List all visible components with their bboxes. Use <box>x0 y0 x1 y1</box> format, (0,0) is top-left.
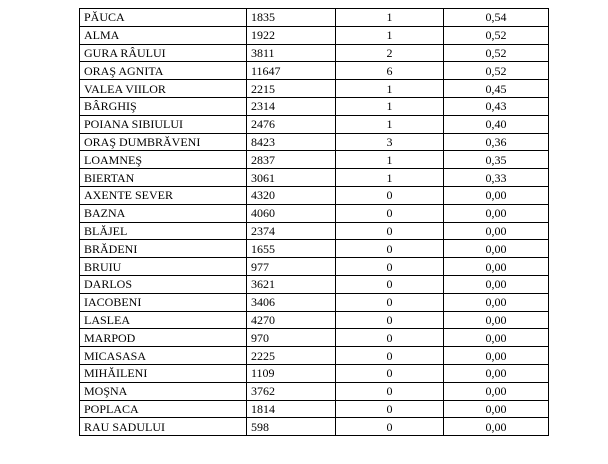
population-cell: 3061 <box>247 169 336 187</box>
case-count-cell: 1 <box>336 115 444 133</box>
rate-cell: 0,54 <box>444 9 549 27</box>
table-row <box>80 26 549 44</box>
table-row <box>80 44 549 62</box>
locality-name-cell: MARPOD <box>80 329 247 347</box>
rate-cell: 0,00 <box>444 258 549 276</box>
rate-cell: 0,00 <box>444 186 549 204</box>
table-row <box>80 311 549 329</box>
population-cell: 11647 <box>247 62 336 80</box>
case-count-cell: 0 <box>336 275 444 293</box>
rate-cell: 0,52 <box>444 26 549 44</box>
rate-cell: 0,00 <box>444 329 549 347</box>
rate-cell: 0,45 <box>444 80 549 98</box>
case-count-cell: 1 <box>336 169 444 187</box>
case-count-cell: 0 <box>336 364 444 382</box>
table-row <box>80 169 549 187</box>
case-count-cell: 0 <box>336 258 444 276</box>
locality-name-cell: GURA RÂULUI <box>80 44 247 62</box>
locality-name-cell: BAZNA <box>80 204 247 222</box>
case-count-cell: 0 <box>336 311 444 329</box>
table-row <box>80 275 549 293</box>
locality-name-cell: RAU SADULUI <box>80 418 247 436</box>
case-count-cell: 0 <box>336 418 444 436</box>
case-count-cell: 0 <box>336 222 444 240</box>
case-count-cell: 0 <box>336 204 444 222</box>
case-count-cell: 1 <box>336 151 444 169</box>
population-cell: 2314 <box>247 97 336 115</box>
locality-name-cell: LASLEA <box>80 311 247 329</box>
population-cell: 1814 <box>247 400 336 418</box>
table-body <box>80 9 549 436</box>
locality-name-cell: BRĂDENI <box>80 240 247 258</box>
locality-name-cell: BLĂJEL <box>80 222 247 240</box>
table-row <box>80 80 549 98</box>
rate-cell: 0,00 <box>444 204 549 222</box>
document-page <box>79 8 540 436</box>
population-cell: 1922 <box>247 26 336 44</box>
rate-cell: 0,33 <box>444 169 549 187</box>
case-count-cell: 0 <box>336 347 444 365</box>
population-cell: 970 <box>247 329 336 347</box>
population-cell: 977 <box>247 258 336 276</box>
rate-cell: 0,00 <box>444 311 549 329</box>
rate-cell: 0,00 <box>444 400 549 418</box>
case-count-cell: 0 <box>336 329 444 347</box>
data-table <box>79 8 549 436</box>
rate-cell: 0,00 <box>444 293 549 311</box>
rate-cell: 0,00 <box>444 275 549 293</box>
population-cell: 4320 <box>247 186 336 204</box>
rate-cell: 0,35 <box>444 151 549 169</box>
population-cell: 4270 <box>247 311 336 329</box>
population-cell: 4060 <box>247 204 336 222</box>
locality-name-cell: ORAŞ AGNITA <box>80 62 247 80</box>
locality-name-cell: MIHĂILENI <box>80 364 247 382</box>
table-row <box>80 97 549 115</box>
rate-cell: 0,00 <box>444 382 549 400</box>
locality-name-cell: MICASASA <box>80 347 247 365</box>
locality-name-cell: AXENTE SEVER <box>80 186 247 204</box>
table-row <box>80 418 549 436</box>
table-row <box>80 400 549 418</box>
case-count-cell: 0 <box>336 400 444 418</box>
locality-name-cell: MOŞNA <box>80 382 247 400</box>
rate-cell: 0,00 <box>444 418 549 436</box>
population-cell: 2374 <box>247 222 336 240</box>
case-count-cell: 0 <box>336 293 444 311</box>
table-row <box>80 151 549 169</box>
rate-cell: 0,40 <box>444 115 549 133</box>
rate-cell: 0,00 <box>444 240 549 258</box>
rate-cell: 0,36 <box>444 133 549 151</box>
locality-name-cell: DARLOS <box>80 275 247 293</box>
population-cell: 3621 <box>247 275 336 293</box>
rate-cell: 0,00 <box>444 222 549 240</box>
population-cell: 598 <box>247 418 336 436</box>
population-cell: 2837 <box>247 151 336 169</box>
locality-name-cell: LOAMNEŞ <box>80 151 247 169</box>
locality-name-cell: PĂUCA <box>80 9 247 27</box>
case-count-cell: 1 <box>336 26 444 44</box>
case-count-cell: 1 <box>336 97 444 115</box>
table-row <box>80 329 549 347</box>
locality-name-cell: POPLACA <box>80 400 247 418</box>
locality-name-cell: BIERTAN <box>80 169 247 187</box>
locality-name-cell: BÂRGHIŞ <box>80 97 247 115</box>
population-cell: 1835 <box>247 9 336 27</box>
locality-name-cell: ALMA <box>80 26 247 44</box>
case-count-cell: 1 <box>336 80 444 98</box>
population-cell: 8423 <box>247 133 336 151</box>
population-cell: 2476 <box>247 115 336 133</box>
table-row <box>80 186 549 204</box>
rate-cell: 0,52 <box>444 44 549 62</box>
table-row <box>80 240 549 258</box>
rate-cell: 0,43 <box>444 97 549 115</box>
population-cell: 3762 <box>247 382 336 400</box>
rate-cell: 0,00 <box>444 364 549 382</box>
locality-name-cell: IACOBENI <box>80 293 247 311</box>
table-row <box>80 347 549 365</box>
population-cell: 1655 <box>247 240 336 258</box>
locality-name-cell: BRUIU <box>80 258 247 276</box>
table-row <box>80 62 549 80</box>
table-row <box>80 258 549 276</box>
table-row <box>80 204 549 222</box>
rate-cell: 0,52 <box>444 62 549 80</box>
locality-name-cell: POIANA SIBIULUI <box>80 115 247 133</box>
table-row <box>80 382 549 400</box>
population-cell: 2225 <box>247 347 336 365</box>
table-row <box>80 115 549 133</box>
rate-cell: 0,00 <box>444 347 549 365</box>
table-row <box>80 133 549 151</box>
case-count-cell: 0 <box>336 240 444 258</box>
population-cell: 2215 <box>247 80 336 98</box>
table-row <box>80 9 549 27</box>
table-row <box>80 364 549 382</box>
population-cell: 3406 <box>247 293 336 311</box>
case-count-cell: 0 <box>336 186 444 204</box>
locality-name-cell: ORAŞ DUMBRĂVENI <box>80 133 247 151</box>
case-count-cell: 3 <box>336 133 444 151</box>
table-row <box>80 222 549 240</box>
case-count-cell: 0 <box>336 382 444 400</box>
case-count-cell: 6 <box>336 62 444 80</box>
population-cell: 1109 <box>247 364 336 382</box>
table-row <box>80 293 549 311</box>
case-count-cell: 1 <box>336 9 444 27</box>
locality-name-cell: VALEA VIILOR <box>80 80 247 98</box>
case-count-cell: 2 <box>336 44 444 62</box>
population-cell: 3811 <box>247 44 336 62</box>
